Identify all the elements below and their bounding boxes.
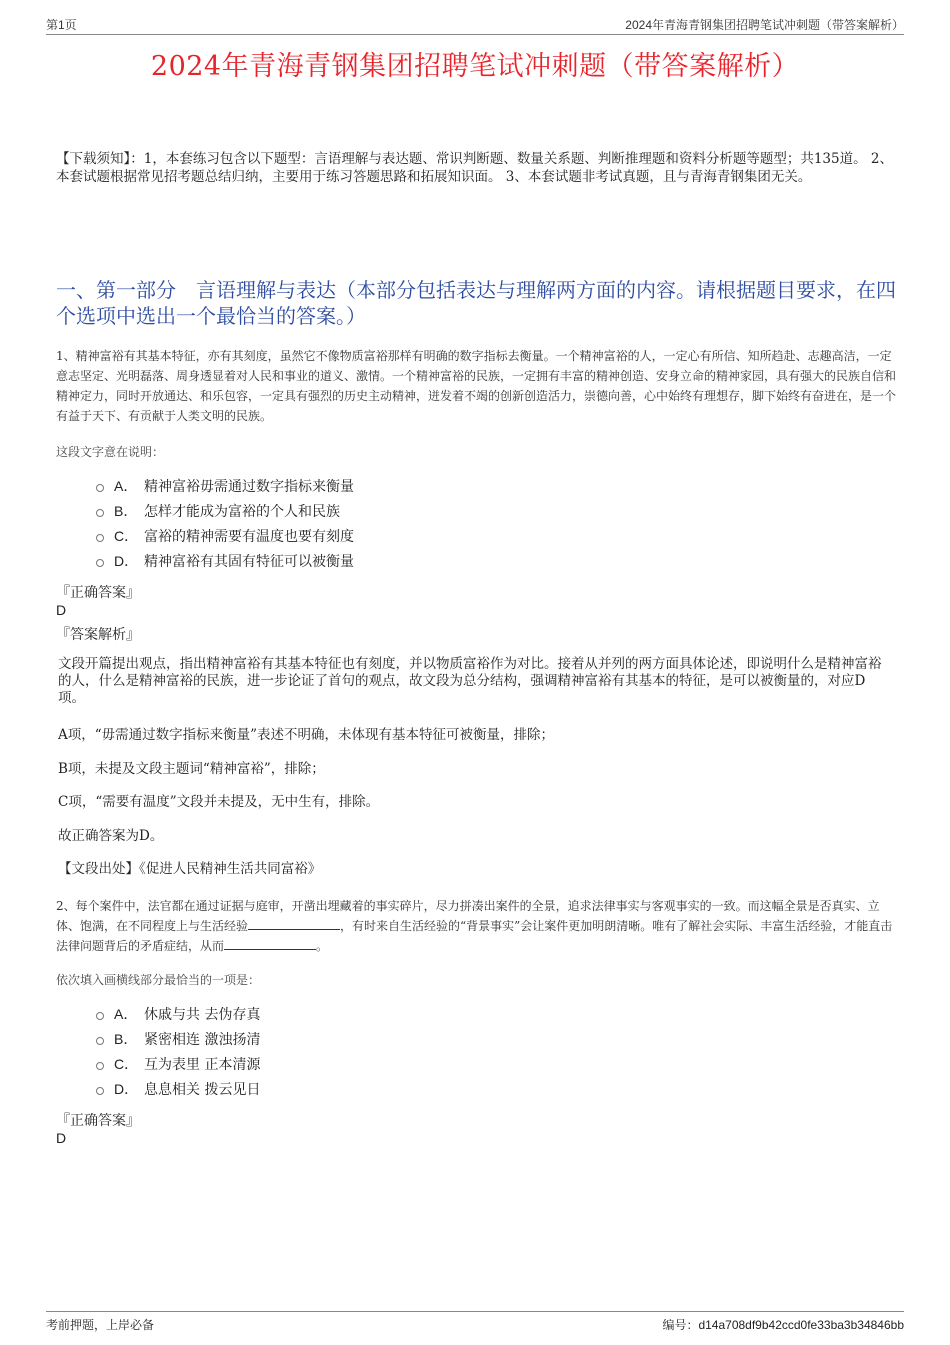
fill-blank — [248, 917, 340, 930]
question-2-text-part: 。 — [316, 939, 329, 953]
radio-icon[interactable] — [96, 484, 104, 492]
analysis-paragraph: B项，未提及文段主题词“精神富裕”，排除； — [58, 761, 325, 777]
option-text: 精神富裕有其固有特征可以被衡量 — [144, 553, 354, 570]
option-letter: A． — [114, 1005, 138, 1022]
page-number: 第1页 — [46, 18, 77, 32]
analysis-label: 『答案解析』 — [56, 627, 140, 643]
radio-icon[interactable] — [96, 1037, 104, 1045]
radio-icon[interactable] — [96, 1062, 104, 1070]
option-text: 互为表里 正本清源 — [144, 1056, 261, 1073]
option-letter: C． — [114, 527, 139, 544]
option-text: 休戚与共 去伪存真 — [144, 1006, 261, 1023]
fill-blank — [224, 937, 316, 950]
correct-answer: D — [56, 602, 67, 618]
page-header — [46, 14, 904, 35]
question-2-text-part: 2、每个案件中，法官都在通过证据与庭审，开凿出埋藏着的事实碎片，尽力拼凑出案件的全景，追求法律事实与客观事实的一致。而这幅全景是否真实、立体、饱满，在不同程度上与生活经验 — [56, 899, 880, 933]
header-doc-title: 2024年青海青钢集团招聘笔试冲刺题（带答案解析） — [625, 18, 904, 32]
option-letter: B． — [114, 502, 138, 519]
correct-answer: D — [56, 1130, 67, 1146]
radio-icon[interactable] — [96, 1087, 104, 1095]
analysis-paragraph: C项，“需要有温度”文段并未提及，无中生有，排除。 — [58, 794, 380, 810]
option-d[interactable] — [96, 1076, 260, 1101]
code-value: d14a708df9b42ccd0fe33ba3b34846bb — [698, 1318, 904, 1332]
question-2-prompt: 依次填入画横线部分最恰当的一项是： — [56, 973, 261, 987]
question-1-options — [96, 473, 354, 573]
analysis-paragraph: 故正确答案为D。 — [58, 828, 164, 844]
option-text: 富裕的精神需要有温度也要有刻度 — [144, 528, 354, 545]
option-letter: D． — [114, 552, 139, 569]
option-text: 精神富裕毋需通过数字指标来衡量 — [144, 478, 354, 495]
radio-icon[interactable] — [96, 1012, 104, 1020]
option-a[interactable] — [96, 473, 354, 498]
section-title: 一、第一部分 言语理解与表达（本部分包括表达与理解两方面的内容。请根据题目要求，在四个选项中选出一个最恰当的答案。） — [56, 278, 896, 328]
question-2-text-part: ，有时来自生活经验的“背景事实”会让案件更加明朗清晰。唯有了解社会实际、丰富生活经验，才能直击法律问题背后的矛盾症结，从而 — [56, 919, 893, 953]
analysis-paragraph: A项，“毋需通过数字指标来衡量”表述不明确，未体现有基本特征可被衡量，排除； — [58, 727, 555, 743]
option-b[interactable] — [96, 498, 354, 523]
question-2-text — [56, 896, 900, 956]
footer-slogan: 考前押题，上岸必备 — [46, 1318, 155, 1332]
option-b[interactable] — [96, 1026, 260, 1051]
option-c[interactable] — [96, 523, 354, 548]
option-letter: C． — [114, 1055, 139, 1072]
document-title: 2024年青海青钢集团招聘笔试冲刺题（带答案解析） — [150, 51, 800, 82]
analysis-paragraph: 文段开篇提出观点，指出精神富裕有其基本特征也有刻度，并以物质富裕作为对比。接着从并列的两方面具体论述，即说明什么是精神富裕的人，什么是精神富裕的民族，进一步论证了首句的观点，故文段为总分结构，强调精神富裕有其基本的特征，是可以被衡量的，对应D项。 — [58, 656, 882, 706]
radio-icon[interactable] — [96, 534, 104, 542]
correct-answer-label: 『正确答案』 — [56, 585, 140, 601]
code-label: 编号： — [662, 1318, 699, 1332]
option-text: 息息相关 拨云见日 — [144, 1081, 261, 1098]
document-code — [662, 1316, 904, 1333]
download-notice: 【下载须知】：1，本套练习包含以下题型：言语理解与表达题、常识判断题、数量关系题、判断推理题和资料分析题等题型；共135道。 2、本套试题根据常见招考题总结归纳，主要用于练习答题思路和拓展知识面。 3、本套试题非考试真题，且与青海青钢集团无关。 — [56, 151, 893, 185]
radio-icon[interactable] — [96, 509, 104, 517]
option-letter: B． — [114, 1030, 138, 1047]
option-letter: D． — [114, 1080, 139, 1097]
option-d[interactable] — [96, 548, 354, 573]
page-footer — [46, 1311, 904, 1334]
question-2-options — [96, 1001, 260, 1101]
option-text: 紧密相连 激浊扬清 — [144, 1031, 261, 1048]
correct-answer-label: 『正确答案』 — [56, 1113, 140, 1129]
option-c[interactable] — [96, 1051, 260, 1076]
question-1-prompt: 这段文字意在说明： — [56, 445, 165, 459]
option-text: 怎样才能成为富裕的个人和民族 — [144, 503, 340, 520]
radio-icon[interactable] — [96, 559, 104, 567]
option-a[interactable] — [96, 1001, 260, 1026]
source-citation: 【文段出处】《促进人民精神生活共同富裕》 — [58, 861, 322, 877]
question-1-text: 1、精神富裕有其基本特征，亦有其刻度，虽然它不像物质富裕那样有明确的数字指标去衡量。一个精神富裕的人，一定心有所信、知所趋赴、志趣高洁，一定意志坚定、光明磊落、周身透显着对人民和事业的道义、激情。一个精神富裕的民族，一定拥有丰富的精神创造、安身立命的精神家园，具有强大的民族自信和精神定力，同时开放通达、和乐包容，一定具有强烈的历史主动精神，迸发着不竭的创新创造活力，崇德向善，心中始终有理想存，脚下始终有奋进在，是一个有益于天下、有贡献于人类文明的民族。 — [56, 349, 897, 423]
option-letter: A． — [114, 477, 138, 494]
